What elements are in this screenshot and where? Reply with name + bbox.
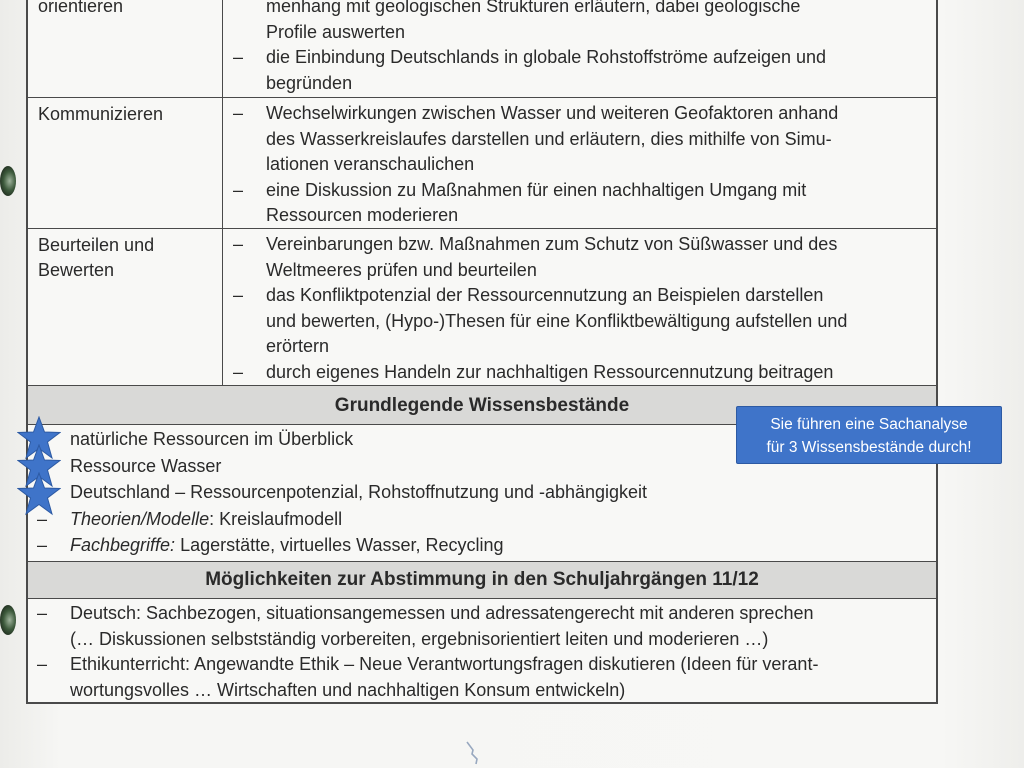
star-icon: [17, 472, 61, 516]
list-item: [28, 532, 936, 559]
item-line: Wechselwirkungen zwischen Wasser und weiteren Geofaktoren anhand: [266, 103, 839, 123]
scan-smudge: [464, 740, 484, 768]
curriculum-table: [26, 0, 938, 704]
item-text: : Kreislaufmodell: [209, 508, 343, 529]
dash: –: [233, 179, 244, 200]
punch-hole-icon: [0, 166, 16, 196]
row-content: [224, 232, 936, 385]
list-item: [224, 232, 936, 283]
item-text: natürliche Ressourcen im Überblick: [70, 429, 354, 449]
row-label-text: Kommunizieren: [38, 104, 164, 124]
item-line: und bewerten, (Hypo-)Thesen für eine Konfliktbewältigung aufstellen und: [266, 310, 848, 331]
item-line: Ethikunterricht: Angewandte Ethik – Neue Verantwortungsfragen diskutieren (Ideen für verant-: [70, 654, 819, 674]
list-item: [28, 479, 936, 506]
table-row: [28, 229, 936, 386]
dash: –: [37, 508, 48, 529]
item-line: durch eigenes Handeln zur nachhaltigen Ressourcennutzung beitragen: [266, 361, 834, 382]
item-text: Lagerstätte, virtuelles Wasser, Recycling: [175, 535, 504, 555]
list-item: [28, 506, 936, 533]
row-label-text: Beurteilen und: [38, 235, 155, 255]
list-item: [224, 178, 936, 229]
item-line: Ressourcen moderieren: [266, 205, 459, 226]
item-line: begründen: [266, 72, 353, 93]
dash: –: [233, 361, 244, 382]
item-line: erörtern: [266, 336, 330, 357]
item-line: Vereinbarungen bzw. Maßnahmen zum Schutz von Süßwasser und des: [266, 234, 838, 254]
row-content: [224, 0, 936, 97]
item-line: menhang mit geologischen Strukturen erläutern, dabei geologische: [266, 0, 801, 16]
list-item: [224, 360, 936, 386]
dash: –: [233, 47, 244, 68]
item-line: das Konfliktpotenzial der Ressourcennutzung an Beispielen darstellen: [266, 285, 824, 306]
item-text: Ressource Wasser: [70, 455, 222, 476]
item-line: die Einbindung Deutschlands in globale Rohstoffströme aufzeigen und: [266, 47, 827, 68]
item-line: Profile auswerten: [266, 21, 406, 42]
item-line: wortungsvolles … Wirtschaften und nachhaltigen Konsum entwickeln): [70, 679, 626, 700]
item-term: Theorien/Modelle: [70, 508, 210, 529]
dash: –: [233, 285, 244, 306]
dash: –: [37, 654, 48, 674]
list-item: [224, 45, 936, 96]
item-text: Deutschland – Ressourcenpotenzial, Rohstoffnutzung und -abhängigkeit: [70, 482, 648, 502]
dash: –: [233, 103, 244, 123]
punch-hole-icon: [0, 605, 16, 635]
section-heading-text: Möglichkeiten zur Abstimmung in den Schuljahrgängen 11/12: [205, 569, 759, 590]
list-item: [224, 283, 936, 360]
dash: –: [37, 535, 48, 555]
item-line: (… Diskussionen selbstständig vorbereiten, ergebnisorientiert leiten und moderieren …): [70, 628, 769, 649]
list-item: [224, 0, 936, 45]
list-item: [224, 101, 936, 178]
dash: –: [233, 234, 244, 254]
row-label-text: orientieren: [38, 0, 124, 16]
item-line: Weltmeeres prüfen und beurteilen: [266, 259, 537, 280]
callout-line: Sie führen eine Sachanalyse: [770, 416, 968, 433]
item-line: des Wasserkreislaufes darstellen und erläutern, dies mithilfe von Simu-: [266, 128, 832, 149]
item-term: Fachbegriffe:: [70, 535, 176, 555]
row-label: [28, 0, 223, 97]
row-label: [28, 98, 223, 228]
row-content: [224, 101, 936, 228]
table-row: [28, 98, 936, 229]
item-line: Deutsch: Sachbezogen, situationsangemessen und adressatengerecht mit anderen sprechen: [70, 603, 814, 623]
table-row: [28, 0, 936, 98]
abstimmung-list: [28, 599, 936, 704]
item-line: lationen veranschaulichen: [266, 154, 475, 175]
item-line: eine Diskussion zu Maßnahmen für einen nachhaltigen Umgang mit: [266, 179, 807, 200]
section-heading-text: Grundlegende Wissensbestände: [334, 395, 630, 416]
callout-line: für 3 Wissensbestände durch!: [766, 439, 972, 456]
list-item: [28, 652, 936, 703]
section-heading-abstimmung: [28, 562, 936, 599]
dash: –: [37, 603, 48, 623]
row-label-text: Bewerten: [38, 260, 115, 280]
list-item: [28, 601, 936, 652]
callout-note: [736, 406, 1002, 464]
row-label: [28, 229, 223, 385]
